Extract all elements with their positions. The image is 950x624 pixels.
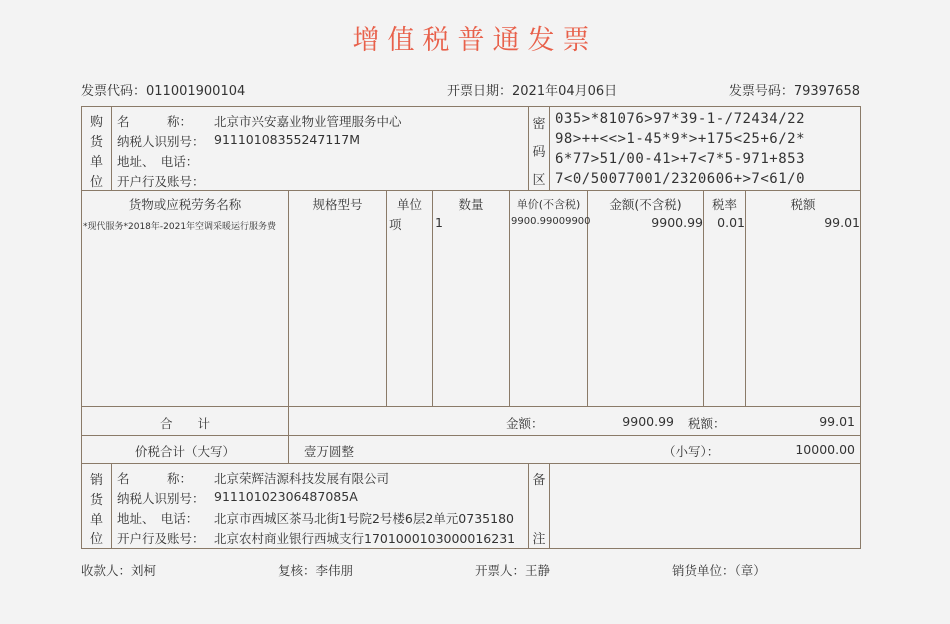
payee: 收款人：刘柯 <box>81 563 157 578</box>
grand-total-small: 10000.00 <box>795 442 855 457</box>
seller-taxid: 91110102306487085A <box>214 489 358 504</box>
seller-name-label: 名 称： <box>117 471 193 486</box>
seller-taxid-label: 纳税人识别号： <box>117 491 205 506</box>
item-name: *现代服务*2018年-2021年空调采暖运行服务费 <box>83 222 277 232</box>
seller-bank: 北京农村商业银行西城支行1701000103000016231 <box>214 531 516 546</box>
invoice-code: 发票代码：011001900104 <box>81 84 246 99</box>
total-tax: 99.01 <box>819 414 855 429</box>
item-unit: 项 <box>389 217 402 232</box>
item-tax: 99.01 <box>824 215 860 230</box>
item-amount: 9900.99 <box>651 215 703 230</box>
drawer: 开票人：王静 <box>475 563 551 578</box>
seller-name: 北京荣辉洁源科技发展有限公司 <box>214 471 390 486</box>
cipher-line: 98>++<<>1-45*9*>+175<25+6/2* <box>555 131 806 147</box>
buyer-name-label: 名 称： <box>117 114 193 129</box>
cipher-line: 035>*81076>97*39-1-/72434/22 <box>555 111 806 127</box>
seller-addr-label: 地址、 电话： <box>117 511 199 526</box>
grand-total-words: 壹万圆整 <box>304 444 355 459</box>
invoice-date: 开票日期：2021年04月06日 <box>447 84 618 99</box>
buyer-taxid: 91110108355247117M <box>214 132 360 147</box>
seller-bank-label: 开户行及账号： <box>117 531 205 546</box>
seller-addr: 北京市西城区茶马北街1号院2号楼6层2单元0735180 <box>214 511 514 526</box>
buyer-bank-label: 开户行及账号： <box>117 174 205 189</box>
buyer-name: 北京市兴安嘉业物业管理服务中心 <box>214 114 402 129</box>
item-qty: 1 <box>435 215 443 230</box>
item-price: 9900.99009900 <box>511 216 591 227</box>
seller-stamp-label: 销货单位：（章） <box>672 563 766 578</box>
item-rate: 0.01 <box>717 215 745 230</box>
reviewer: 复核：李伟朋 <box>278 563 354 578</box>
cipher-line: 7<0/50077001/2320606+>7<61/0 <box>555 171 806 187</box>
buyer-addr-label: 地址、 电话： <box>117 154 199 169</box>
total-amount: 9900.99 <box>622 414 674 429</box>
invoice-number: 发票号码：79397658 <box>728 84 860 99</box>
cipher-line: 6*77>51/00-41>+7<7*5-971+853 <box>555 151 806 167</box>
invoice-title: 增值税普通发票 <box>352 25 598 56</box>
buyer-taxid-label: 纳税人识别号： <box>117 134 205 149</box>
